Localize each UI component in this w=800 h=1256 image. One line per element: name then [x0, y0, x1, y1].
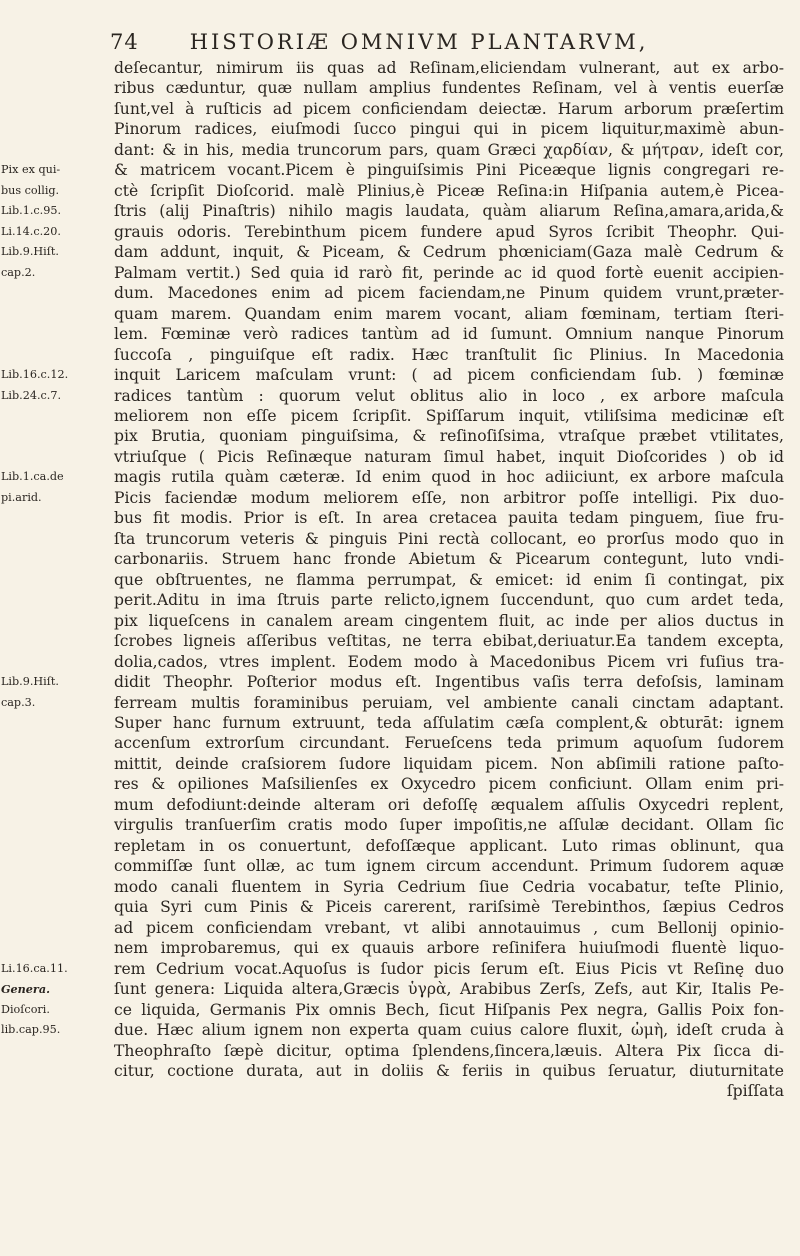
line-text: carbonariis. Struem hanc fronde Abietum & Picearum contegunt, luto vndi-: [114, 550, 784, 569]
text-line: [1, 242, 784, 262]
text-line: [114, 631, 784, 651]
line-text: magis rutila quàm cæteræ. Id enim quod in hoc adiiciunt, ex arbore maſcula: [114, 468, 784, 487]
text-line: [114, 529, 784, 549]
text-line: [114, 754, 784, 774]
body-text: [1, 58, 784, 1102]
line-text: dant: & in his, media truncorum pars, quam Græci χαρδίαν, & μήτραν, ideſt cor,: [114, 140, 784, 159]
line-text: ſta truncorum veteris & pinguis Pini rectà collocant, eo prorſus modo quo in: [114, 529, 784, 548]
text-line: [114, 1061, 784, 1081]
page-number: 74: [110, 30, 139, 54]
margin-note: cap.2.: [1, 265, 36, 279]
text-line: [114, 856, 784, 876]
text-line: [114, 324, 784, 344]
line-text: dum. Macedones enim ad picem faciendam,ne Pinum quidem vrunt,præter-: [114, 284, 784, 303]
text-line: [114, 304, 784, 324]
text-line: [1, 672, 784, 692]
margin-note: cap.3.: [1, 695, 36, 709]
text-line: [1, 222, 784, 242]
margin-note: Li.14.c.20.: [1, 224, 61, 238]
text-line: [114, 815, 784, 835]
line-text: ſcrobes ligneis aſſeribus veſtitas, ne terra ebibat,deriuatur.Ea tandem excepta,: [114, 632, 784, 651]
text-line: [114, 283, 784, 303]
line-text: Picis faciendæ modum meliorem eſſe, non arbitror poſſe intelligi. Pix duo-: [114, 488, 784, 507]
text-line: [1, 959, 784, 979]
margin-note: Lib.1.c.95.: [1, 204, 62, 218]
margin-note: Lib.9.Hiſt.: [1, 245, 59, 259]
line-text: mum defodiunt:deinde alteram ori defoſſę æqualem aſſulis Oxycedri replent,: [114, 795, 784, 814]
text-line: [114, 508, 784, 528]
text-line: [114, 345, 784, 365]
line-text: ad picem conficiendam vrebant, vt alibi annotauimus , cum Bellonij opinio-: [114, 918, 784, 937]
text-line: [1, 979, 784, 999]
text-line: [114, 733, 784, 753]
line-text: Pinorum radices, eiuſmodi ſucco pingui qui in picem liquitur,maximè abun-: [114, 120, 784, 139]
text-line: [114, 918, 784, 938]
line-text: didit Theophr. Poſterior modus eſt. Ingentibus vaſis terra defoſsis, laminam: [114, 673, 784, 692]
line-text: virgulis tranſuerſim cratis modo ſuper impoſitis,ne aſſulæ decidant. Ollam ſic: [114, 816, 784, 835]
margin-note: bus collig.: [1, 183, 60, 197]
text-line: [1, 386, 784, 406]
text-line: [114, 897, 784, 917]
line-text: dam addunt, inquit, & Piceam, & Cedrum phœniciam(Gaza malè Cedrum &: [114, 243, 784, 262]
text-line: [114, 713, 784, 733]
margin-note: lib.cap.95.: [1, 1023, 61, 1037]
text-line: [1, 1000, 784, 1020]
line-text: bus fit modis. Prior is eſt. In area cretacea pauita tedam pinguem, ſiue fru-: [114, 509, 784, 528]
text-line: [1, 693, 784, 713]
line-text: mittit, deinde craſsiorem ſudore liquidam picem. Non abſimili ratione paſto-: [114, 754, 784, 773]
margin-note: Lib.9.Hiſt.: [1, 675, 59, 689]
text-line: [114, 447, 784, 467]
text-line: [114, 78, 784, 98]
line-text: ferream multis foraminibus peruiam, vel ambiente canali cinctam adaptant.: [114, 693, 784, 712]
text-line: [1, 263, 784, 283]
line-text: ſpiſſata: [726, 1082, 784, 1101]
line-text: ſtris (alij Pinaſtris) nihilo magis laudata, quàm aliarum Reſina,amara,arida,&: [114, 202, 784, 221]
line-text: quam marem. Quandam enim marem vocant, aliam fœminam, tertiam ſteri-: [114, 304, 784, 323]
margin-note: Li.16.ca.11.: [1, 961, 68, 975]
text-line: [114, 426, 784, 446]
text-line: [114, 938, 784, 958]
text-line: [1, 181, 784, 201]
margin-note: Genera.: [1, 982, 50, 997]
line-text: Super hanc furnum extruunt, teda aſſulatim cæſa complent,& obturāt: ignem: [114, 714, 784, 732]
line-text: ribus cæduntur, quæ nullam amplius fundentes Reſinam, vel à ventis euerſæ: [114, 79, 784, 98]
line-text: commiſſæ ſunt ollæ, ac tum ignem circum accendunt. Primum ſudorem aquæ: [114, 857, 784, 876]
text-line: [114, 140, 784, 160]
line-text: pix Brutia, quoniam pinguiſsima, & reſinoſiſsima, vtraſque præbet vtilitates,: [114, 427, 784, 446]
line-text: Palmam vertit.) Sed quia id rarò fit, perinde ac id quod fortè euenit accipien-: [114, 263, 784, 282]
text-line: [1, 201, 784, 221]
text-line: [114, 590, 784, 610]
text-line: [114, 795, 784, 815]
line-text: citur, coctione durata, aut in doliis & feriis in quibus ſeruatur, diuturnitate: [114, 1061, 784, 1080]
margin-note: Lib.16.c.12.: [1, 368, 69, 382]
text-line: [1, 160, 784, 180]
text-line: [1, 365, 784, 385]
line-text: modo canali fluentem in Syria Cedrium ſiue Cedria vocabatur, teſte Plinio,: [114, 877, 784, 896]
text-line: [114, 1041, 784, 1061]
margin-note: Lib.1.ca.de: [1, 470, 64, 484]
text-line: [114, 406, 784, 426]
text-line: [114, 877, 784, 897]
text-line: [114, 836, 784, 856]
line-text: radices tantùm : quorum velut oblitus alio in loco , ex arbore maſcula: [114, 386, 784, 405]
text-line: [114, 119, 784, 139]
line-text: ſunt,vel à ruſticis ad picem conficiendam deiectæ. Harum arborum præſertim: [114, 99, 784, 118]
line-text: & matricem vocant.Picem è pinguiſsimis Pini Piceæque lignis congregari re-: [114, 161, 784, 180]
line-text: inquit Laricem maſculam vrunt: ( ad picem conficiendam ſub. ) fœminæ: [114, 366, 784, 385]
line-text: que obſtruentes, ne flamma perrumpat, & emicet: id enim ſi contingat, pix: [114, 570, 784, 589]
line-text: ſuccoſa , pinguiſque eſt radix. Hæc tranſtulit ſic Plinius. In Macedonia: [114, 345, 784, 364]
text-line: [114, 549, 784, 569]
line-text: nem improbaremus, qui ex quauis arbore reſinifera huiuſmodi fluentè liquo-: [114, 939, 784, 958]
line-text: ce liquida, Germanis Pix omnis Bech, ſicut Hiſpanis Pex negra, Gallis Poix fon-: [114, 1000, 784, 1019]
text-line: [114, 570, 784, 590]
running-title: HISTORIÆ OMNIVM PLANTARVM,: [189, 30, 649, 54]
text-line: [114, 611, 784, 631]
margin-note: Lib.24.c.7.: [1, 388, 62, 402]
line-text: pix liqueſcens in canalem aream cingentem fluit, ac inde per alios ductus in: [114, 611, 784, 630]
line-text: deſecantur, nimirum iis quas ad Reſinam,eliciendam vulnerant, aut ex arbo-: [114, 59, 784, 77]
text-line: [114, 774, 784, 794]
line-text: ſunt genera: Liquida altera,Græcis ὑγρὰ, Arabibus Zerſs, Zefs, aut Kir, Italis Pe-: [114, 980, 784, 999]
line-text: ctè ſcripſit Dioſcorid. malè Plinius,è Piceæ Reſina:in Hiſpania autem,è Picea-: [114, 181, 784, 200]
line-text: grauis odoris. Terebinthum picem fundere apud Syros ſcribit Theophr. Qui-: [114, 222, 784, 241]
margin-note: pi.arid.: [1, 490, 42, 504]
line-text: vtriuſque ( Picis Reſinæque naturam ſimul habet, inquit Dioſcorides ) ob id: [114, 447, 784, 466]
margin-note: Dioſcori.: [1, 1002, 50, 1016]
text-line: [114, 652, 784, 672]
running-header: [110, 30, 770, 54]
text-line: [114, 1081, 784, 1101]
line-text: rem Cedrium vocat.Aquoſus is ſudor picis ſerum eſt. Eius Picis vt Reſinę duo: [114, 959, 784, 978]
text-line: [1, 488, 784, 508]
line-text: dolia,cados, vtres implent. Eodem modo à Macedonibus Picem vri fuſius tra-: [114, 652, 784, 671]
line-text: lem. Fœminæ verò radices tantùm ad id ſumunt. Omnium nanque Pinorum: [114, 325, 784, 344]
text-line: [114, 99, 784, 119]
line-text: repletam in os conuertunt, defoſſæque applicant. Luto rimas oblinunt, qua: [114, 836, 784, 855]
text-line: [1, 1020, 784, 1040]
text-line: [114, 58, 784, 78]
line-text: quia Syri cum Pinis & Piceis carerent, rariſsimè Terebinthos, ſæpius Cedros: [114, 898, 784, 917]
line-text: Theophraſto ſæpè dicitur, optima ſplendens,ſincera,læuis. Altera Pix ſicca di-: [114, 1041, 784, 1060]
line-text: accenſum extrorſum circundant. Ferueſcens teda primum aquoſum ſudorem: [114, 734, 784, 753]
margin-note: Pix ex qui-: [1, 163, 61, 177]
text-line: [1, 467, 784, 487]
line-text: perit.Aditu in ima ſtruis parte relicto,ignem ſuccendunt, quo cum ardet teda,: [114, 591, 784, 610]
line-text: meliorem non eſſe picem ſcripſit. Spiſſarum inquit, vtiliſsima medicinæ eſt: [114, 406, 784, 425]
line-text: due. Hæc alium ignem non experta quam cuius calore fluxit, ὠμὴ, ideſt cruda à: [114, 1021, 784, 1040]
line-text: res & opiliones Maſsilienſes ex Oxycedro picem conficiunt. Ollam enim pri-: [114, 775, 784, 794]
